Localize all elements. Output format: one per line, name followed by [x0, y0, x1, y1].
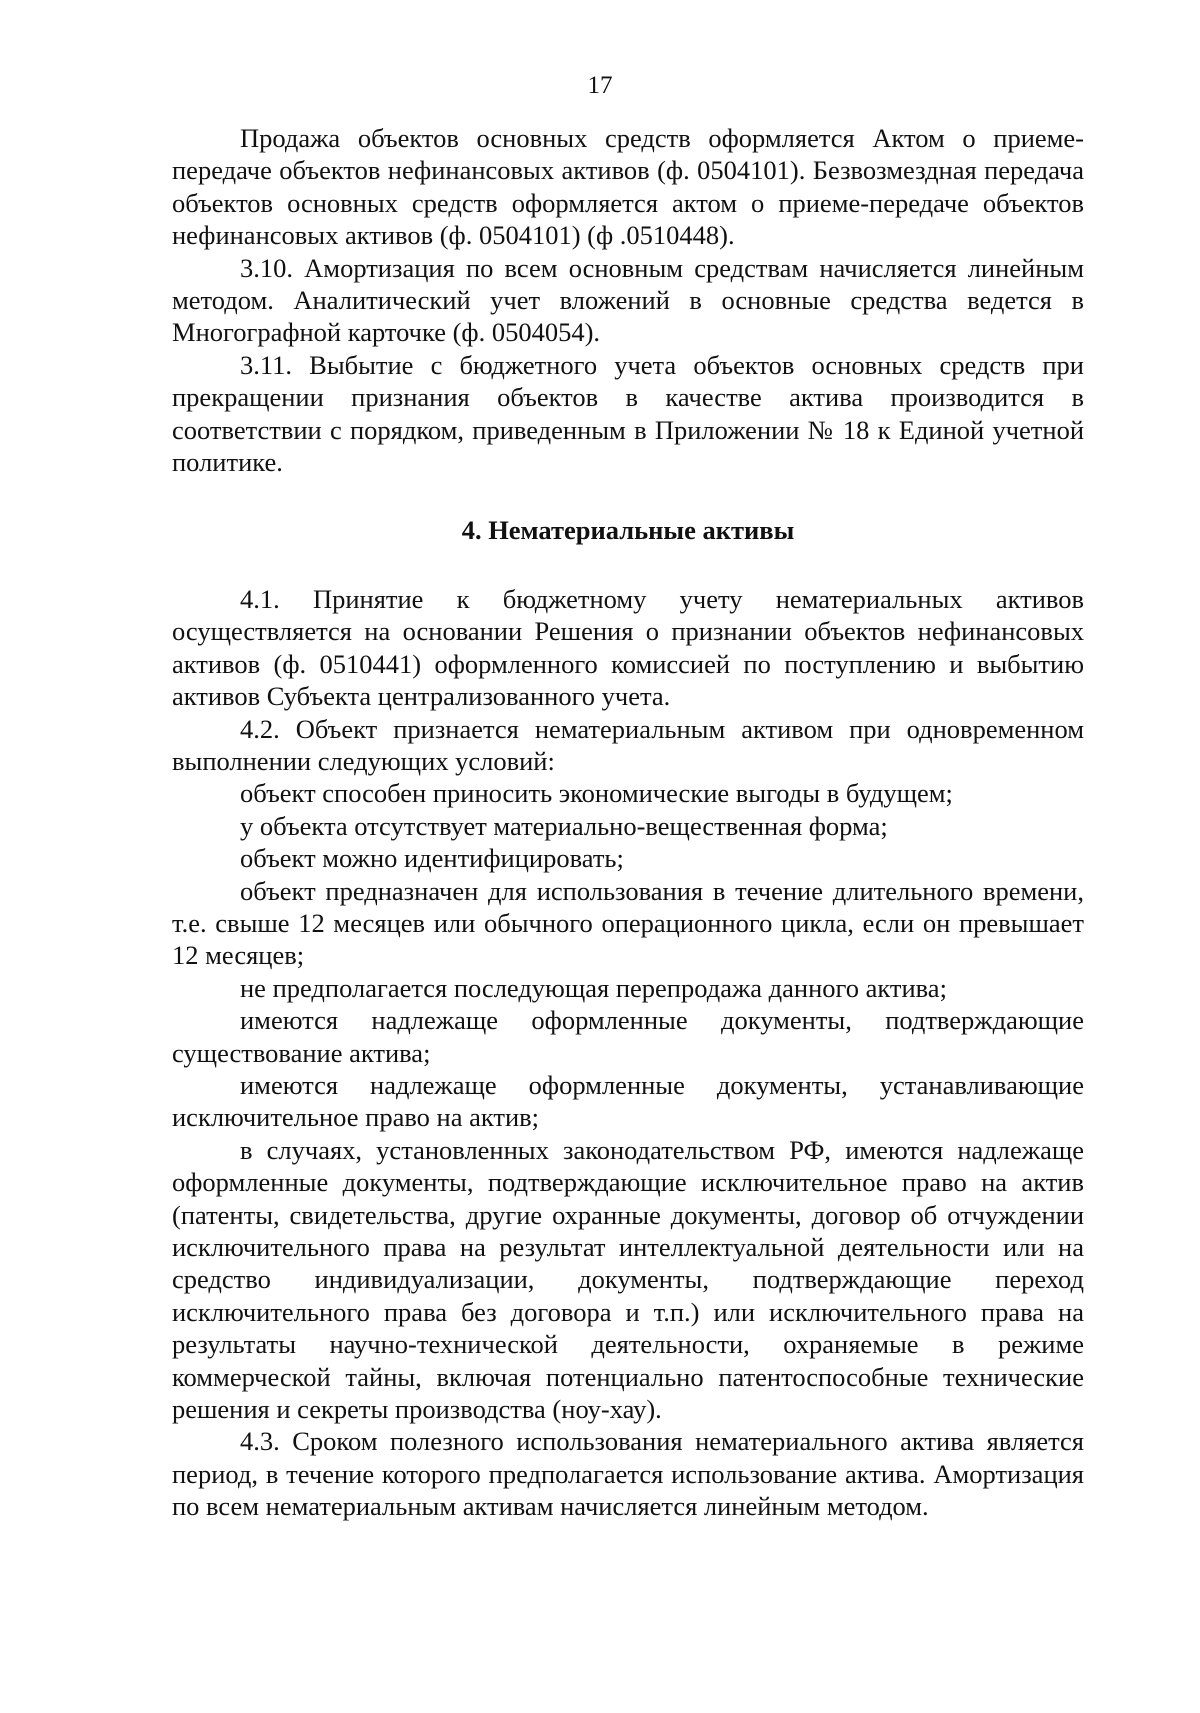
paragraph-4-2: 4.2. Объект признается нематериальным активом при одновременном выполнении следующих условий: [172, 713, 1084, 776]
condition-item: имеются надлежаще оформленные документы, подтверждающие существование актива; [172, 1005, 1084, 1068]
paragraph-sale-of-fixed-assets: Продажа объектов основных средств оформляется Актом о приеме-передаче объектов нефинансовых активов (ф. 0504101). Безвозмездная передача объектов основных средств оформляется актом о приеме-передаче объектов нефинансовых активов (ф. 0504101) (ф .0510448). [172, 123, 1084, 251]
paragraph-3-11: 3.11. Выбытие с бюджетного учета объектов основных средств при прекращении признания объектов в качестве актива производится в соответствии с порядком, приведенным в Приложении № 18 к Единой учетной политике. [172, 349, 1084, 478]
condition-item: у объекта отсутствует материально-вещественная форма; [240, 810, 888, 841]
paragraph-4-1: 4.1. Принятие к бюджетному учету нематериальных активов осуществляется на основании Решения о признании объектов нефинансовых активов (ф. 0510441) оформленного комиссией по поступлению и выбытию активов Субъекта централизованного учета. [172, 583, 1084, 712]
condition-item: имеются надлежаще оформленные документы, устанавливающие исключительное право на актив; [172, 1069, 1084, 1133]
condition-item: не предполагается последующая перепродажа данного актива; [240, 972, 947, 1003]
document-body [172, 122, 1084, 1523]
condition-item: в случаях, установленных законодательством РФ, имеются надлежаще оформленные документы, подтверждающие исключительное право на актив (патенты, свидетельства, другие охранные документы, договор об отчуждении исключительного права на результат интеллектуальной деятельности или на средство индивидуализации, документы, подтверждающие переход исключительного права без договора и т.п.) или исключительного права на результаты научно-технической деятельности, охраняемые в режиме коммерческой тайны, включая потенциально патентоспособные технические решения и секреты производства (ноу-хау). [172, 1134, 1084, 1425]
condition-item: объект предназначен для использования в течение длительного времени, т.е. свыше 12 месяцев или обычного операционного цикла, если он превышает 12 месяцев; [172, 875, 1084, 971]
paragraph-3-10: 3.10. Амортизация по всем основным средствам начисляется линейным методом. Аналитический учет вложений в основные средства ведется в Многографной карточке (ф. 0504054). [172, 252, 1084, 348]
section-4-heading: 4. Нематериальные активы [461, 515, 795, 546]
page-number: 17 [587, 72, 613, 99]
paragraph-4-3: 4.3. Сроком полезного использования нематериального актива является период, в течение которого предполагается использование актива. Амортизация по всем нематериальным активам начисляется линейным методом. [172, 1426, 1084, 1522]
condition-item: объект способен приносить экономические выгоды в будущем; [240, 778, 953, 809]
condition-item: объект можно идентифицировать; [240, 843, 624, 874]
